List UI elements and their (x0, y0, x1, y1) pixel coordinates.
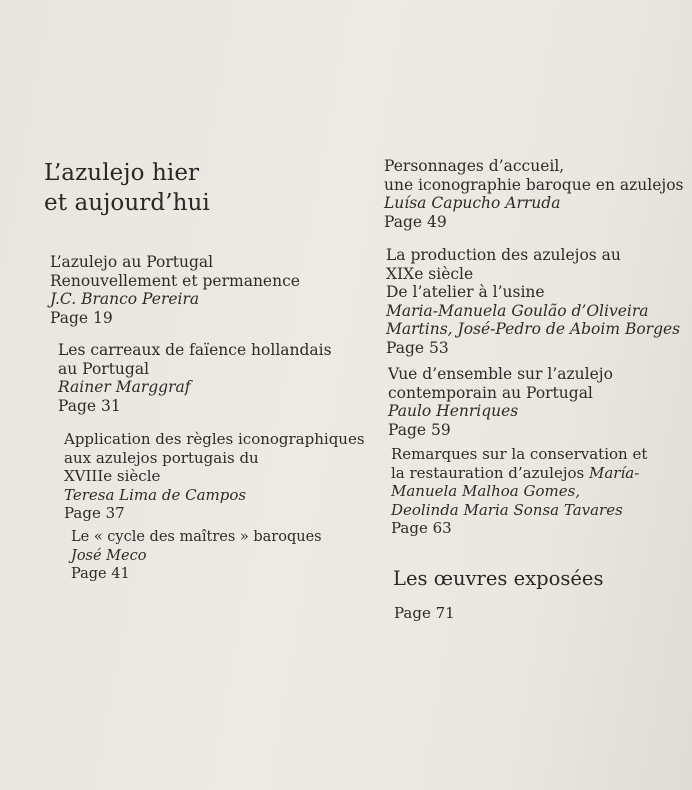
entry-title-line: Les carreaux de faïence hollandais (58, 341, 332, 359)
toc-entry-carreaux-hollandais (58, 341, 332, 415)
toc-entry-conservation-restauration (391, 445, 647, 538)
entry-title-line: Remarques sur la conservation et (391, 445, 648, 463)
entry-title-line: Le « cycle des maîtres » baroques (71, 529, 322, 545)
toc-entry-vue-ensemble (388, 365, 613, 439)
entry-title-line: La production des azulejos au (386, 246, 621, 264)
entry-title-line: contemporain au Portugal (388, 383, 593, 402)
toc-entry-cycle-maitres (71, 528, 322, 584)
entry-page: Page 53 (386, 338, 449, 357)
entry-title-line: XVIIIe siècle (64, 467, 161, 486)
entry-author: Paulo Henriques (388, 402, 519, 421)
entry-page: Page 63 (391, 519, 452, 538)
entry-author: J.C. Branco Pereira (50, 290, 200, 309)
entry-author: José Meco (71, 547, 147, 564)
entry-page: Page 19 (50, 308, 113, 327)
toc-entry-production-xixe (386, 246, 680, 358)
works-page: Page 71 (394, 604, 455, 622)
entry-title-line: une iconographie baroque en azulejos (384, 175, 684, 194)
entry-title-line: au Portugal (58, 359, 150, 378)
works-title: Les œuvres exposées (393, 567, 604, 590)
toc-entry-personnages-accueil (384, 157, 684, 231)
entry-title-line: Application des règles iconographiques (64, 430, 365, 448)
toc-entry-azulejo-portugal (50, 253, 300, 327)
entry-page: Page 31 (58, 396, 121, 415)
entry-title-line: Personnages d’accueil, (384, 157, 565, 175)
entry-author: Rainer Marggraf (58, 378, 191, 397)
section-title-line-2: et aujourd’hui (44, 190, 210, 216)
entry-title-fragment: la restauration d’azulejos (391, 463, 589, 482)
entry-author: Manuela Malhoa Gomes, (391, 482, 581, 501)
entry-page: Page 59 (388, 420, 451, 439)
entry-title-line: Renouvellement et permanence (50, 271, 300, 290)
section-title (44, 158, 210, 218)
entry-title-line: L’azulejo au Portugal (50, 253, 214, 271)
entry-author-fragment: María- (588, 463, 640, 482)
toc-entry-regles-iconographiques (64, 430, 365, 523)
entry-author: Maria-Manuela Goulão d’Oliveira (386, 301, 649, 320)
entry-author: Luísa Capucho Arruda (384, 194, 561, 213)
entry-title-line: XIXe siècle (386, 264, 474, 283)
entry-page: Page 37 (64, 504, 125, 523)
entry-page: Page 49 (384, 212, 447, 231)
entry-author: Deolinda Maria Sonsa Tavares (391, 500, 623, 519)
entry-author: Martins, José-Pedro de Aboim Borges (386, 320, 681, 339)
entry-title-line: aux azulejos portugais du (64, 448, 259, 467)
entry-title-line: Vue d’ensemble sur l’azulejo (388, 365, 613, 383)
section-title-line-1: L’azulejo hier (44, 160, 200, 186)
entry-page: Page 41 (71, 566, 130, 583)
entry-author: Teresa Lima de Campos (64, 485, 247, 504)
entry-title-line-mixed (391, 464, 647, 483)
entry-title-line: De l’atelier à l’usine (386, 283, 545, 302)
